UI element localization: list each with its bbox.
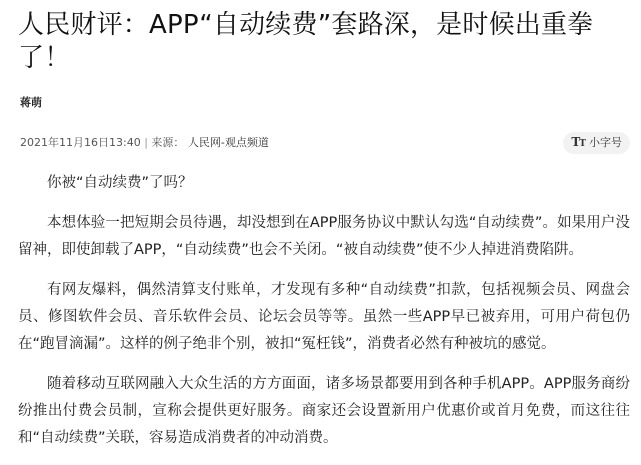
article-meta <box>20 132 630 154</box>
article-body <box>18 170 630 465</box>
paragraph: 随着移动互联网融入大众生活的方方面面，诸多场景都要用到各种手机APP。APP服务商纷纷推出付费会员制，宣称会提供更好服务。商家还会设置新用户优惠价或首月免费，而这往往和“自动续费”关联，容易造成消费者的冲动消费。 <box>18 376 630 446</box>
author-name: 蒋萌 <box>20 96 42 109</box>
font-size-icon: TT <box>571 135 585 149</box>
paragraph: 本想体验一把短期会员待遇，却没想到在APP服务协议中默认勾选“自动续费”。如果用户没留神，即使卸载了APP，“自动续费”也会不关闭。“被自动续费”使不少人掉进消费陷阱。 <box>18 215 630 258</box>
meta-info <box>20 132 269 154</box>
publish-date: 2021年11月16日13:40 <box>20 136 141 149</box>
font-size-toggle-button[interactable] <box>563 132 630 154</box>
meta-separator: | <box>144 136 148 149</box>
source-label: 来源： <box>151 136 185 149</box>
paragraph: 你被“自动续费”了吗？ <box>47 175 193 191</box>
source-name[interactable]: 人民网-观点频道 <box>187 136 269 149</box>
font-size-toggle-label: 小字号 <box>589 136 622 149</box>
article-title: 人民财评：APP“自动续费”套路深，是时候出重拳了！ <box>18 10 594 73</box>
paragraph: 有网友爆料，偶然清算支付账单，才发现有多种“自动续费”扣款，包括视频会员、网盘会员、修图软件会员、音乐软件会员、论坛会员等等。虽然一些APP早已被弃用，可用户荷包仍在“跑冒滴漏”。这样的例子绝非个别，被扣“冤枉钱”，消费者必然有种被坑的感觉。 <box>18 282 630 352</box>
